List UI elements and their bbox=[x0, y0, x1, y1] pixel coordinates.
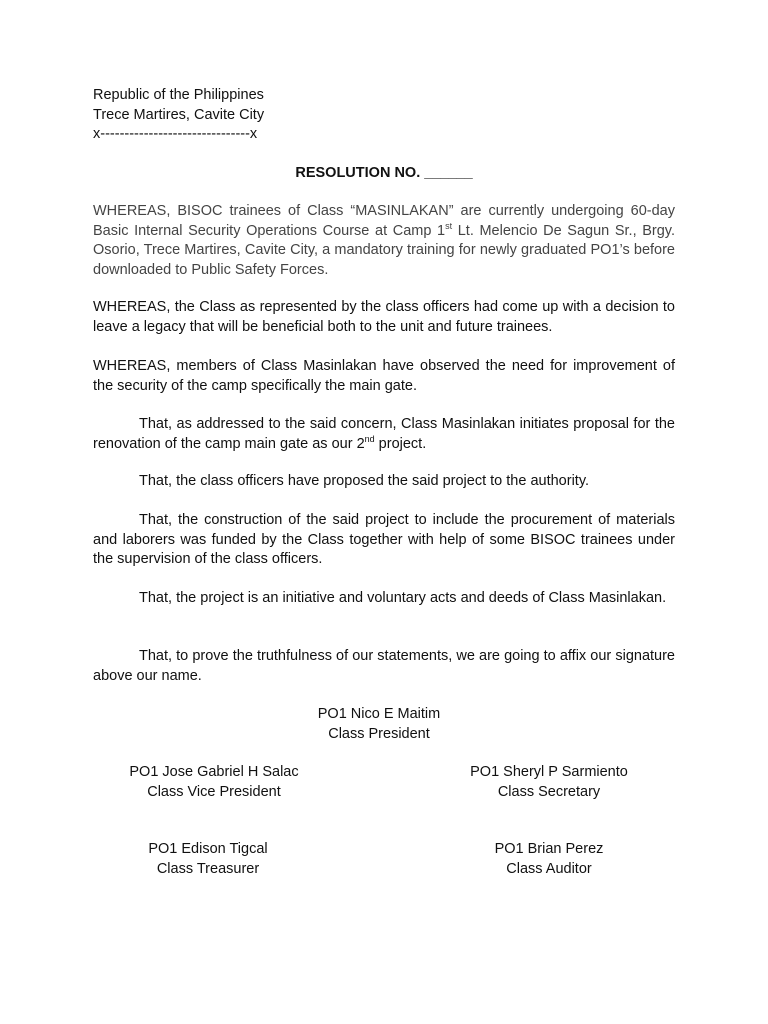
signatory-position: Class Secretary bbox=[497, 783, 601, 800]
whereas-paragraph-3: WHEREAS, members of Class Masinlakan have observed the need for improvement of the security of the camp specifically the main gate. bbox=[93, 358, 675, 394]
paragraph-text: project. bbox=[374, 435, 427, 452]
document-header bbox=[93, 86, 264, 145]
paragraph-text: That, the class officers have proposed the said project to the authority. bbox=[139, 473, 590, 489]
signatory-name: PO1 Edison Tigcal bbox=[148, 841, 268, 857]
ordinal-suffix: st bbox=[445, 220, 453, 231]
signatory-name: PO1 Nico E Maitim bbox=[317, 706, 441, 722]
signatory-position: Class Treasurer bbox=[156, 860, 260, 877]
header-location: Trece Martires, Cavite City bbox=[93, 106, 265, 123]
paragraph-text: That, as addressed to the said concern, Class Masinlakan initiates proposal for the renovation of the camp main gate as our 2 bbox=[93, 416, 675, 452]
signatory-name: PO1 Jose Gabriel H Salac bbox=[129, 764, 299, 780]
resolution-title: RESOLUTION NO. ______ bbox=[295, 165, 473, 181]
header-country: Republic of the Philippines bbox=[93, 87, 264, 103]
that-paragraph-5 bbox=[93, 647, 675, 686]
header-separator: x-------------------------------x bbox=[93, 126, 258, 142]
paragraph-text: That, to prove the truthfulness of our statements, we are going to affix our signature above our name. bbox=[93, 648, 675, 684]
paragraph-text: That, the construction of the said project to include the procurement of materials and laborers was funded by the Class together with help of some BISOC trainees under the supervision of the class officers. bbox=[93, 512, 675, 567]
signatory-name: PO1 Sheryl P Sarmiento bbox=[470, 764, 628, 780]
paragraph-text: Lt. Melencio De Sagun Sr., Brgy. Osorio, Trece Martires, Cavite City, a mandatory training for newly graduated PO1’s before downloaded to Public Safety Forces. bbox=[93, 222, 676, 278]
signature-block-auditor bbox=[419, 840, 679, 879]
paragraph-text: That, the project is an initiative and voluntary acts and deeds of Class Masinlakan. bbox=[139, 590, 667, 606]
signatory-position: Class Vice President bbox=[147, 783, 281, 800]
that-paragraph-1 bbox=[93, 415, 675, 454]
signature-block-secretary bbox=[419, 763, 679, 802]
that-paragraph-3 bbox=[93, 511, 675, 570]
signatory-name: PO1 Brian Perez bbox=[494, 841, 604, 857]
signature-block-president bbox=[249, 705, 509, 744]
signatory-position: Class President bbox=[328, 725, 430, 742]
ordinal-suffix: nd bbox=[364, 433, 375, 444]
paragraph-text: WHEREAS, BISOC trainees of Class “MASINLAKAN” are currently undergoing 60-day Basic Internal Security Operations Course at Camp 1 bbox=[93, 203, 675, 239]
whereas-paragraph-1 bbox=[93, 202, 675, 280]
signature-block-treasurer bbox=[78, 840, 338, 879]
that-paragraph-4 bbox=[93, 589, 675, 609]
whereas-paragraph-2: WHEREAS, the Class as represented by the class officers had come up with a decision to leave a legacy that will be beneficial both to the unit and future trainees. bbox=[93, 299, 675, 335]
signature-block-vice-president bbox=[84, 763, 344, 802]
that-paragraph-2 bbox=[93, 472, 675, 492]
signatory-position: Class Auditor bbox=[506, 860, 592, 877]
